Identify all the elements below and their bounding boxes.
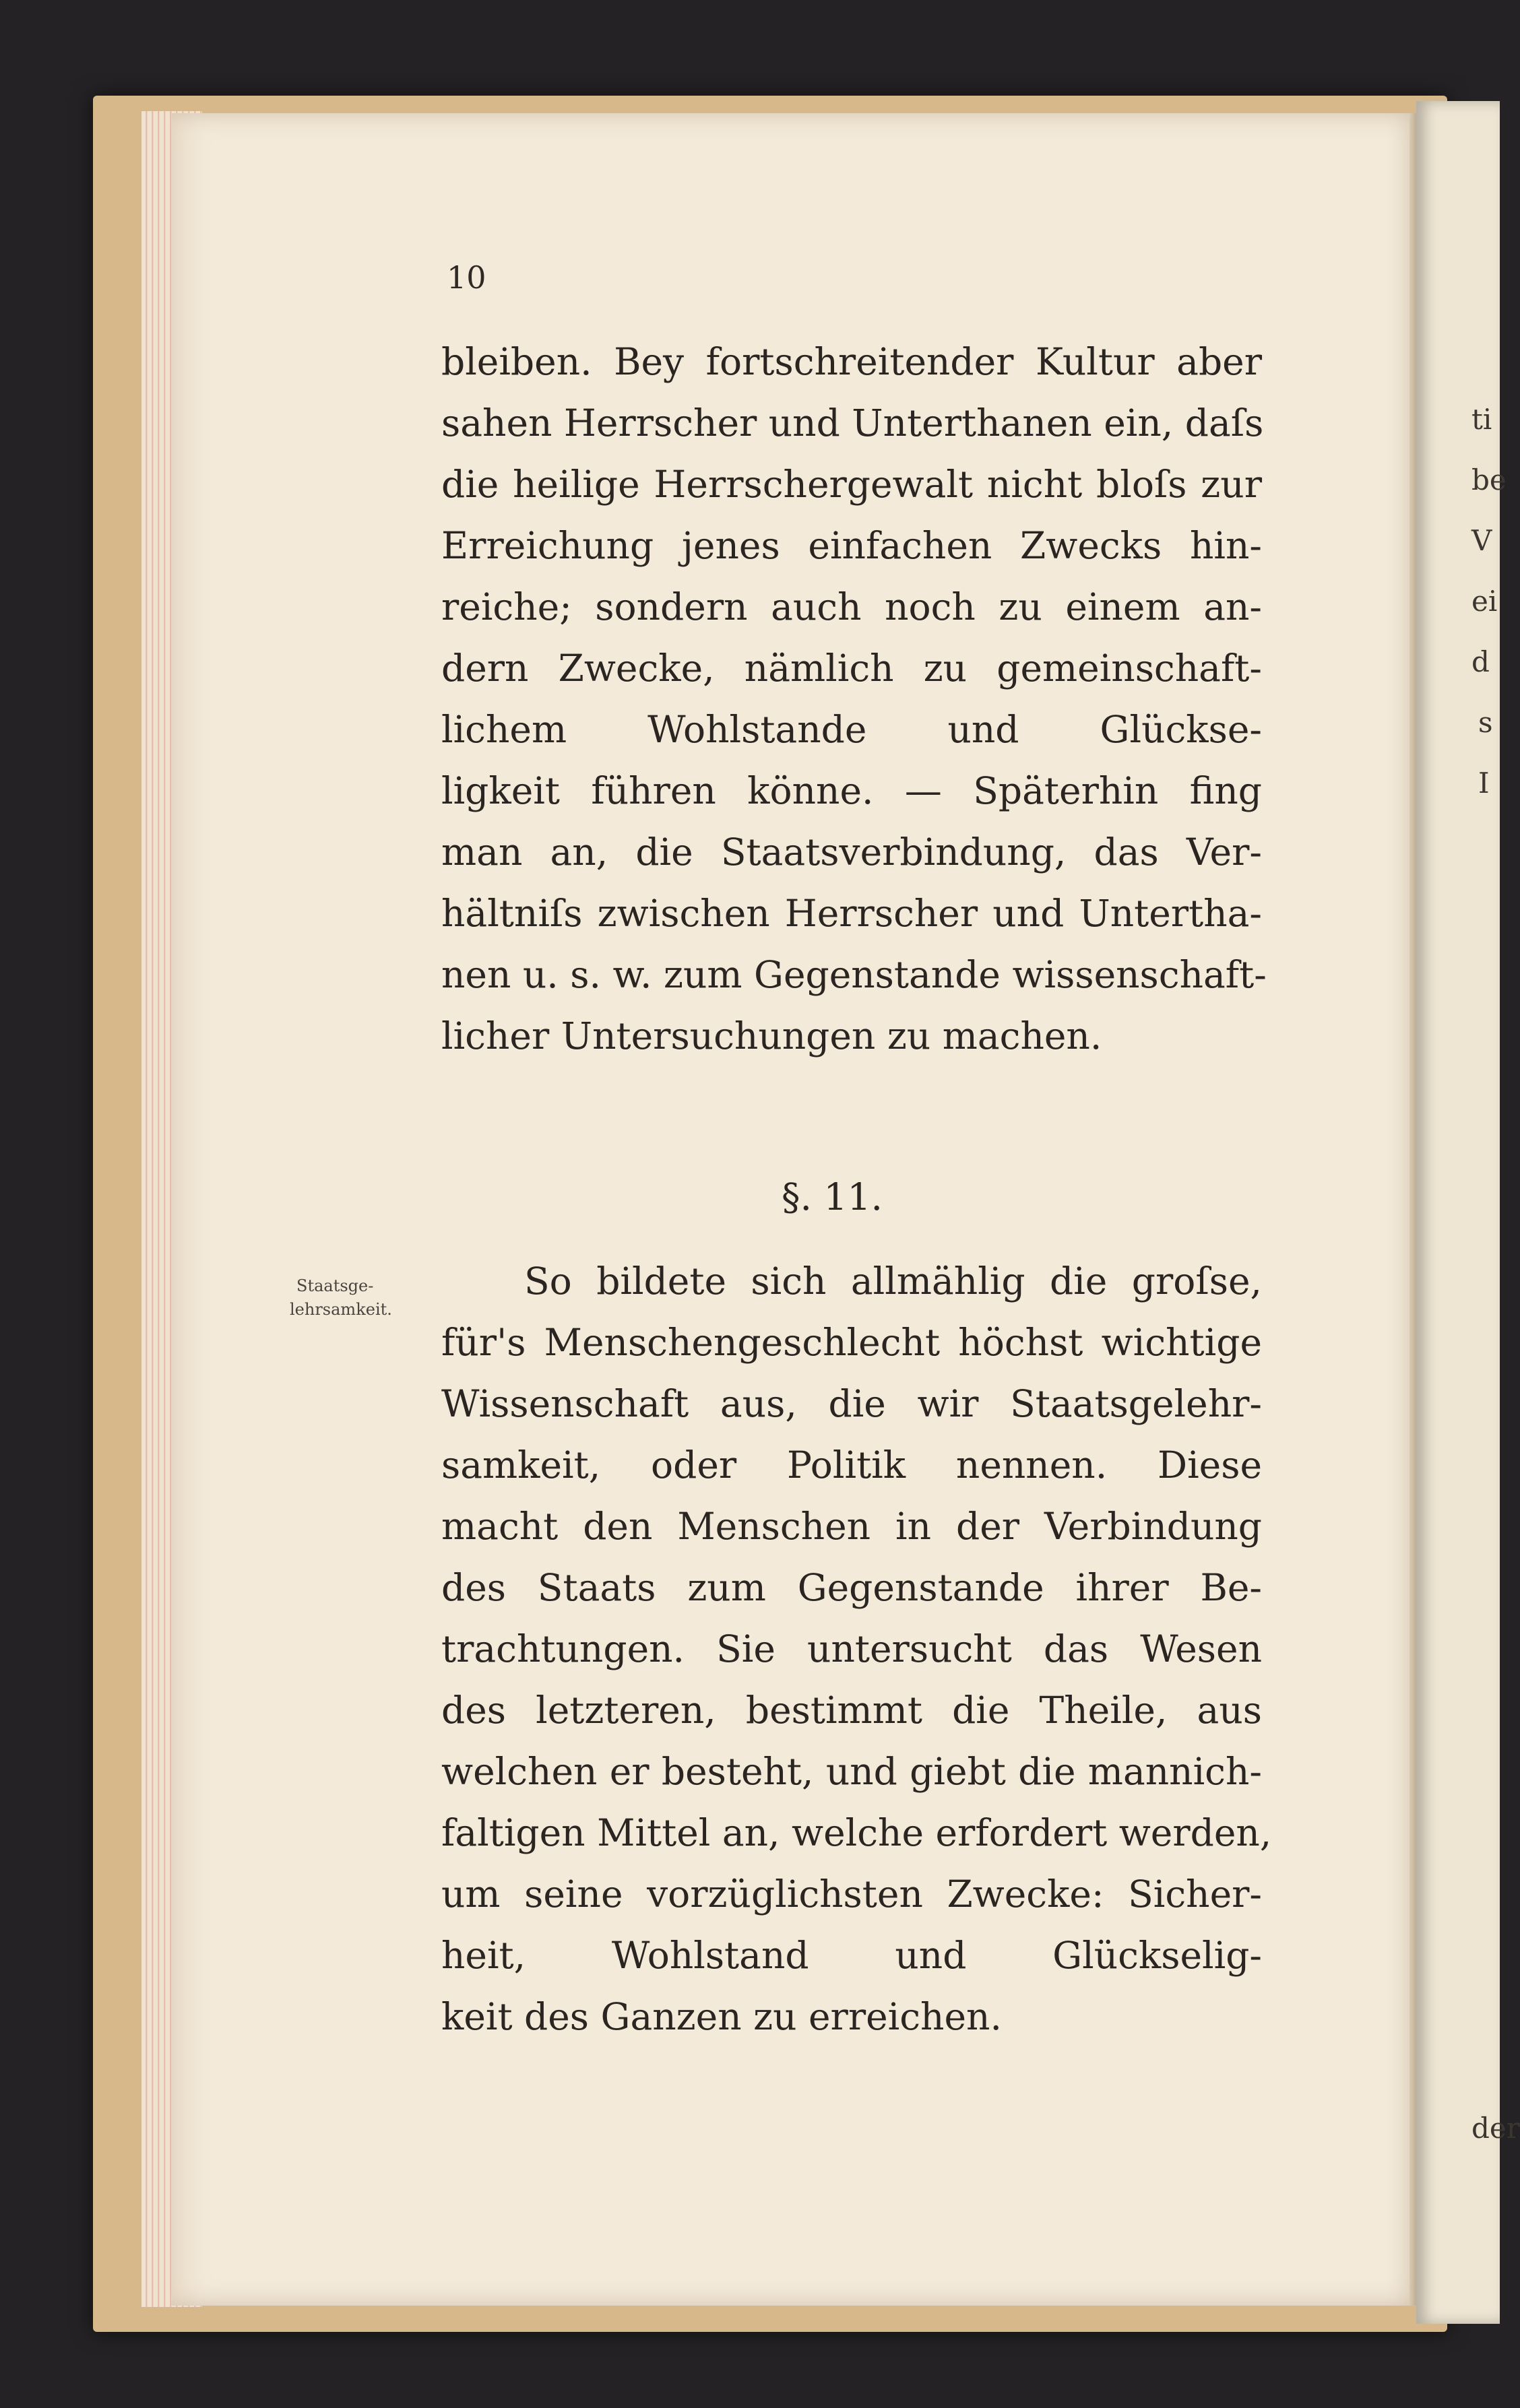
page-number: 10 bbox=[447, 259, 486, 296]
text-line: um seine vorzüglichsten Zwecke: Sicher- bbox=[441, 1873, 1262, 1916]
text-line: lichem Wohlstande und Glückse- bbox=[441, 708, 1262, 751]
text-line: keit des Ganzen zu erreichen. bbox=[441, 1995, 1002, 2038]
text-line: Wissenschaft aus, die wir Staatsgelehr- bbox=[441, 1382, 1262, 1425]
text-line: So bildete sich allmählig die groſse, bbox=[524, 1260, 1262, 1303]
text-line: ligkeit führen könne. — Späterhin fing bbox=[441, 769, 1262, 812]
page-fold bbox=[1410, 113, 1416, 2306]
next-page-fragment: d bbox=[1471, 645, 1490, 678]
text-line: licher Untersuchungen zu machen. bbox=[441, 1014, 1102, 1057]
text-line: macht den Menschen in der Verbindung bbox=[441, 1505, 1262, 1548]
section-heading: §. 11. bbox=[782, 1175, 883, 1218]
text-line: hältniſs zwischen Herrscher und Untertha- bbox=[441, 892, 1262, 935]
next-page-fragment: be bbox=[1471, 463, 1507, 496]
text-line: man an, die Staatsverbindung, das Ver- bbox=[441, 831, 1262, 874]
next-page-fragment: der bbox=[1471, 2112, 1520, 2145]
text-line: faltigen Mittel an, welche erfordert werden, bbox=[441, 1811, 1272, 1854]
next-page-fragment: ei bbox=[1471, 585, 1498, 618]
next-page-fragment: I bbox=[1478, 767, 1490, 800]
text-line: des Staats zum Gegenstande ihrer Be- bbox=[441, 1566, 1262, 1609]
next-page-fragment: s bbox=[1478, 706, 1493, 739]
text-line: trachtungen. Sie untersucht das Wesen bbox=[441, 1627, 1262, 1670]
marginal-line: Staatsge- bbox=[296, 1276, 374, 1295]
text-line: samkeit, oder Politik nennen. Diese bbox=[441, 1443, 1262, 1487]
next-page-fragment: ti bbox=[1471, 403, 1492, 436]
text-line: sahen Herrscher und Unterthanen ein, daſs bbox=[441, 401, 1264, 445]
text-line: die heilige Herrschergewalt nicht bloſs zur bbox=[441, 463, 1262, 506]
next-page-fragment: V bbox=[1471, 524, 1492, 557]
text-line: bleiben. Bey fortschreitender Kultur aber bbox=[441, 340, 1262, 383]
marginal-line: lehrsamkeit. bbox=[290, 1300, 392, 1319]
text-line: welchen er besteht, und giebt die mannich- bbox=[441, 1750, 1262, 1793]
text-line: dern Zwecke, nämlich zu gemeinschaft- bbox=[441, 647, 1262, 690]
text-line: nen u. s. w. zum Gegenstande wissenschaft- bbox=[441, 953, 1267, 996]
next-page-edge bbox=[1416, 101, 1520, 2324]
text-line: reiche; sondern auch noch zu einem an- bbox=[441, 585, 1262, 628]
text-line: des letzteren, bestimmt die Theile, aus bbox=[441, 1689, 1262, 1732]
text-line: Erreichung jenes einfachen Zwecks hin- bbox=[441, 524, 1262, 567]
text-line: für's Menschengeschlecht höchst wichtige bbox=[441, 1321, 1262, 1364]
text-line: heit, Wohlstand und Glückselig- bbox=[441, 1934, 1262, 1977]
